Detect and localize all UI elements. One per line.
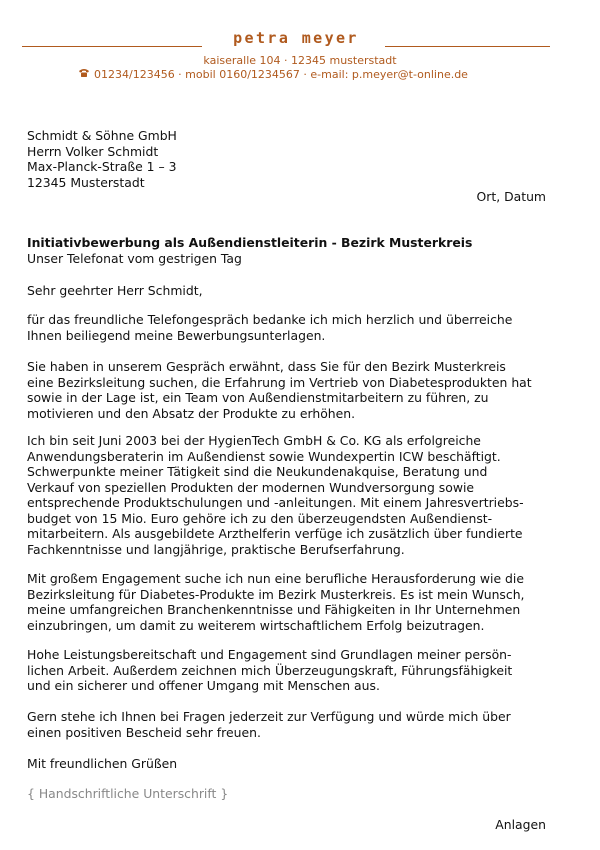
paragraph-3 [27, 433, 549, 557]
sender-address: kaiseralle 104 · 12345 musterstadt [203, 54, 397, 67]
paragraph-line: eine Bezirksleitung suchen, die Erfahrung im Vertrieb von Diabetesprodukten hat [27, 374, 532, 390]
sender-name-row [22, 29, 550, 49]
paragraph-1 [27, 312, 549, 343]
paragraph-line: Sie haben in unserem Gespräch erwähnt, dass Sie für den Bezirk Musterkreis [27, 359, 506, 374]
paragraph-line: Gern stehe ich Ihnen bei Fragen jederzeit zur Verfügung und würde mich über [27, 709, 511, 724]
subject-reference: Unser Telefonat vom gestrigen Tag [27, 250, 242, 266]
paragraph-line: meine umfangreichen Branchenkenntnisse und Fähigkeiten in Ihr Unternehmen [27, 602, 521, 617]
paragraph-line: Ihnen beiliegend meine Bewerbungsunterlagen. [27, 327, 326, 343]
signature-placeholder: { Handschriftliche Unterschrift } [27, 786, 229, 801]
paragraph-line: Verkauf von speziellen Produkten der modernen Wundversorgung sowie [27, 479, 475, 495]
sender-name: petra meyer [233, 29, 359, 47]
sender-contact: 01234/123456 · mobil 0160/1234567 · e-mail: p.meyer@t-online.de [94, 68, 468, 81]
paragraph-line: für das freundliche Telefongespräch bedanke ich mich herzlich und überreiche [27, 312, 513, 327]
recipient-company: Schmidt & Söhne GmbH [27, 128, 177, 143]
paragraph-line: einzubringen, um damit zu weiterem wirtschaftlichem Erfolg beizutragen. [27, 617, 485, 633]
paragraph-line: motivieren und den Absatz der Produkte zu erhöhen. [27, 405, 356, 421]
recipient-street: Max-Planck-Straße 1 – 3 [27, 159, 177, 174]
paragraph-line: entsprechende Produktschulungen und -anleitungen. Mit einem Jahresvertriebs- [27, 495, 524, 510]
closing: Mit freundlichen Grüßen [27, 756, 178, 771]
paragraph-line: und ein sicherer und offener Umgang mit Menschen aus. [27, 678, 380, 693]
salutation: Sehr geehrter Herr Schmidt, [27, 283, 203, 298]
paragraph-6 [27, 709, 549, 740]
paragraph-line: Bezirksleitung für Diabetes-Produkte im Bezirk Musterkreis. Es ist mein Wunsch, [27, 586, 525, 602]
letterhead-rule-right [385, 46, 550, 47]
paragraph-line: Hohe Leistungsbereitschaft und Engagement sind Grundlagen meiner persön- [27, 647, 512, 662]
paragraph-line: Mit großem Engagement suche ich nun eine berufliche Herausforderung wie die [27, 571, 524, 586]
paragraph-line: sowie in der Lage ist, ein Team von Außendienstmitarbeitern zu führen, zu [27, 390, 489, 405]
paragraph-4 [27, 571, 549, 633]
sender-contact-line [78, 68, 498, 81]
paragraph-2 [27, 359, 549, 421]
paragraph-line: mitarbeitern. Als ausgebildete Arzthelferin verfüge ich zusätzlich über fundierte [27, 526, 523, 541]
paragraph-line: Ich bin seit Juni 2003 bei der HygienTech GmbH & Co. KG als erfolgreiche [27, 433, 481, 448]
paragraph-5 [27, 647, 549, 694]
recipient-city: 12345 Musterstadt [27, 174, 145, 190]
paragraph-line: einen positiven Bescheid sehr freuen. [27, 724, 261, 740]
paragraph-line: Fachkenntnisse und langjährige, praktische Berufserfahrung. [27, 541, 405, 557]
subject-title: Initiativbewerbung als Außendienstleiterin - Bezirk Musterkreis [27, 235, 473, 250]
phone-icon [78, 68, 91, 81]
paragraph-line: Schwerpunkte meiner Tätigkeit sind die Neukundenakquise, Beratung und [27, 464, 488, 479]
paragraph-line: Anwendungsberaterin im Außendienst sowie Wundexpertin ICW beschäftigt. [27, 448, 501, 464]
paragraph-line: budget von 15 Mio. Euro gehöre ich zu den überzeugendsten Außendienst- [27, 510, 493, 526]
paragraph-line: lichen Arbeit. Außerdem zeichnen mich Überzeugungskraft, Führungsfähigkeit [27, 662, 513, 678]
subject-block [27, 235, 549, 266]
enclosure-note: Anlagen [495, 817, 546, 832]
letterhead-rule-left [22, 46, 202, 47]
recipient-address [27, 128, 549, 190]
recipient-person: Herrn Volker Schmidt [27, 143, 159, 159]
place-date: Ort, Datum [476, 189, 546, 204]
